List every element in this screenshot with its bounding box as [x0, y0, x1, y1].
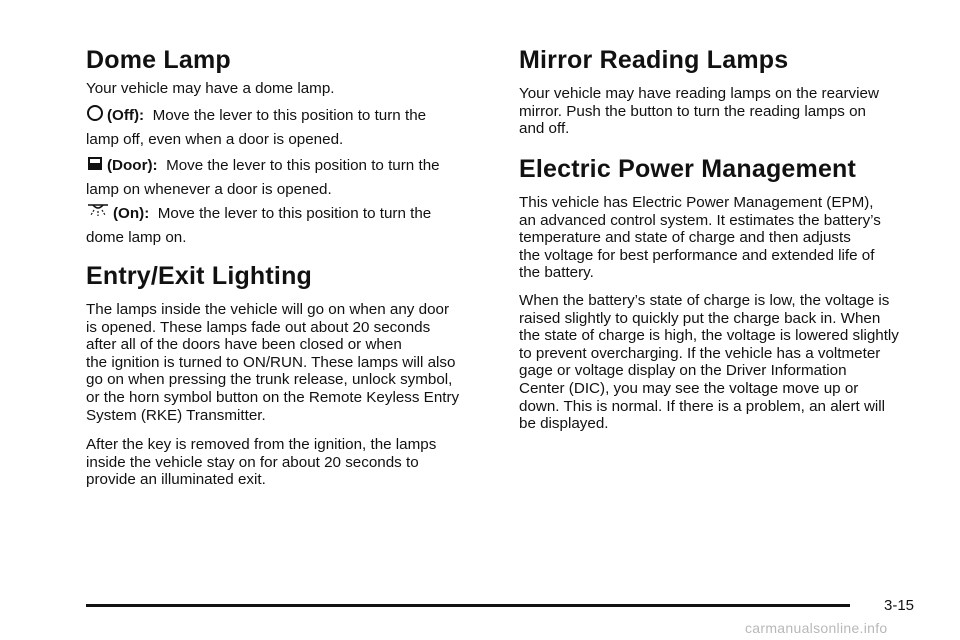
- epm-p1-line: the voltage for best performance and extended life of: [519, 246, 875, 264]
- door-label: (Door):: [107, 157, 158, 174]
- circle-off-icon: [86, 104, 104, 127]
- epm-p2-line: Center (DIC), you may see the voltage move up or: [519, 379, 859, 397]
- page-number: 3-15: [884, 597, 915, 614]
- epm-p1-line: an advanced control system. It estimates the battery’s: [519, 211, 881, 229]
- epm-p2-line: down. This is normal. If there is a problem, an alert will: [519, 397, 886, 415]
- mirror-paragraph: [519, 85, 934, 138]
- entry-p2-line: provide an illuminated exit.: [86, 471, 266, 489]
- on-item: [86, 202, 496, 246]
- epm-p2-line: the state of charge is high, the voltage is lowered slightly: [519, 327, 899, 345]
- dome-lamp-heading: Dome Lamp: [86, 46, 231, 74]
- epm-p2-line: raised slightly to quickly put the charge back in. When: [519, 309, 881, 327]
- entry-p1-line: The lamps inside the vehicle will go on when any door: [86, 301, 450, 318]
- off-item: [86, 104, 496, 148]
- epm-p2-line: gage or voltage display on the Driver Information: [519, 362, 847, 380]
- footer-rule: [86, 604, 850, 607]
- entry-p1-line: System (RKE) Transmitter.: [86, 406, 266, 424]
- off-text-2: lamp off, even when a door is opened.: [86, 130, 344, 148]
- dome-intro: Your vehicle may have a dome lamp.: [86, 80, 335, 97]
- door-text-2: lamp on whenever a door is opened.: [86, 180, 332, 198]
- entry-p2-line: After the key is removed from the ignition, the lamps: [86, 436, 437, 453]
- mirror-heading: Mirror Reading Lamps: [519, 46, 789, 74]
- door-text-1: Move the lever to this position to turn the: [166, 157, 440, 174]
- off-text-1: Move the lever to this position to turn the: [152, 107, 427, 124]
- dome-lamp-icon: [86, 202, 110, 225]
- door-icon: [86, 154, 104, 177]
- entry-p1-line: after all of the doors have been closed or when: [86, 336, 402, 354]
- on-text-2: dome lamp on.: [86, 228, 187, 246]
- mirror-line: Your vehicle may have reading lamps on the rearview: [519, 85, 879, 102]
- epm-p1-line: the battery.: [519, 264, 594, 282]
- epm-p2-line: be displayed.: [519, 415, 609, 433]
- entry-exit-heading: Entry/Exit Lighting: [86, 262, 313, 290]
- entry-p2-line: inside the vehicle stay on for about 20 seconds to: [86, 453, 419, 471]
- epm-p1-line: temperature and state of charge and then adjusts: [519, 229, 851, 247]
- epm-p2-line: to prevent overcharging. If the vehicle has a voltmeter: [519, 344, 881, 362]
- mirror-line: mirror. Push the button to turn the reading lamps on: [519, 102, 866, 120]
- on-text-1: Move the lever to this position to turn the: [157, 205, 432, 222]
- entry-p1-line: the ignition is turned to ON/RUN. These lamps will also: [86, 353, 456, 371]
- on-label: (On):: [113, 205, 150, 222]
- entry-paragraph-2: [86, 436, 496, 489]
- epm-heading: Electric Power Management: [519, 155, 857, 183]
- watermark: carmanualsonline.info: [745, 620, 888, 636]
- entry-p1-line: is opened. These lamps fade out about 20 seconds: [86, 318, 431, 336]
- entry-p1-line: or the horn symbol button on the Remote Keyless Entry: [86, 388, 460, 406]
- entry-paragraph-1: [86, 301, 496, 424]
- door-item: [86, 154, 496, 198]
- epm-paragraph-1: [519, 194, 934, 282]
- entry-p1-line: go on when pressing the trunk release, unlock symbol,: [86, 371, 453, 389]
- epm-p1-line: This vehicle has Electric Power Management (EPM),: [519, 194, 874, 211]
- epm-paragraph-2: [519, 292, 934, 433]
- mirror-line: and off.: [519, 120, 570, 138]
- off-label: (Off):: [107, 107, 145, 124]
- epm-p2-line: When the battery’s state of charge is low, the voltage is: [519, 292, 890, 309]
